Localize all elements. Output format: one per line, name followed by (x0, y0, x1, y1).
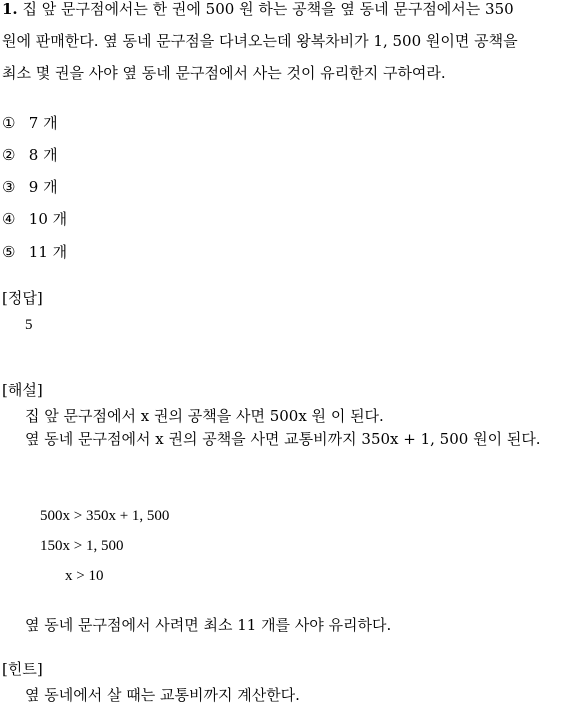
explanation-line-2: 옆 동네 문구점에서 x 권의 공책을 사면 교통비까지 350x + 1, 500 원이 된다. (25, 430, 541, 448)
explanation-line-1: 집 앞 문구점에서 x 권의 공책을 사면 500x 원 이 된다. (25, 407, 384, 425)
answer-value: 5 (25, 317, 33, 333)
choice-marker: ① (2, 114, 16, 132)
choice-text: 9 개 (28, 178, 58, 196)
question-line-1 (2, 2, 514, 17)
answer-label: [정답] (2, 289, 43, 307)
equation-1: 500x > 350x + 1, 500 (40, 508, 170, 524)
choice-1 (2, 116, 58, 131)
question-line-3: 최소 몇 권을 사야 옆 동네 문구점에서 사는 것이 유리한지 구하여라. (2, 64, 446, 82)
choice-text: 8 개 (28, 146, 58, 164)
choice-marker: ⑤ (2, 243, 16, 261)
hint-text: 옆 동네에서 살 때는 교통비까지 계산한다. (25, 686, 300, 704)
equation-3: x > 10 (65, 568, 104, 584)
choice-4 (2, 212, 67, 227)
hint-label: [힌트] (2, 660, 43, 678)
choice-2 (2, 148, 58, 163)
equation-2: 150x > 1, 500 (40, 538, 124, 554)
choice-text: 11 개 (28, 243, 68, 261)
choice-text: 10 개 (28, 210, 68, 228)
choice-marker: ② (2, 146, 16, 164)
question-text-1: 집 앞 문구점에서는 한 권에 500 원 하는 공책을 옆 동네 문구점에서는 350 (22, 0, 514, 18)
question-number: 1. (2, 0, 18, 18)
choice-marker: ④ (2, 210, 16, 228)
choice-5 (2, 245, 67, 260)
question-line-2: 원에 판매한다. 옆 동네 문구점을 다녀오는데 왕복차비가 1, 500 원이면 공책을 (2, 32, 518, 50)
choice-marker: ③ (2, 178, 16, 196)
explanation-label: [해설] (2, 381, 43, 399)
choice-3 (2, 180, 58, 195)
explanation-conclusion: 옆 동네 문구점에서 사려면 최소 11 개를 사야 유리하다. (25, 616, 392, 634)
choice-text: 7 개 (28, 114, 58, 132)
